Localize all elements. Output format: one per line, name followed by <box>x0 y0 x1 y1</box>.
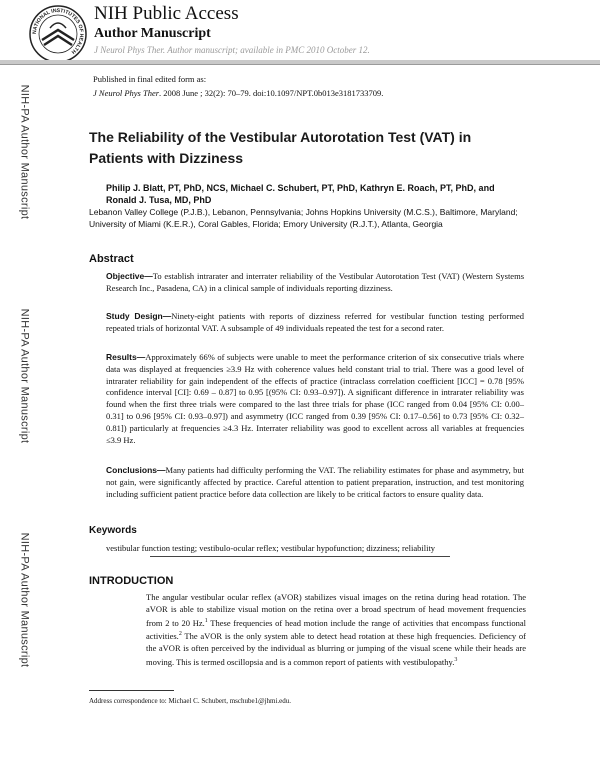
abstract-study-design <box>106 311 524 335</box>
sidebar-label: NIH-PA Author Manuscript <box>18 308 31 444</box>
intro-sentence: The angular vestibular ocular reflex (aVOR) stabilizes visual images on the retina during head rotation. The aVOR is able to stabilize visual motion on the retina over a broad spectrum of head movement frequencies from 2 to 20 Hz. <box>146 592 526 628</box>
results-label: Results— <box>106 352 146 362</box>
article-title: The Reliability of the Vestibular Autorotation Test (VAT) in Patients with Dizziness <box>89 129 472 166</box>
intro-sentence: These frequencies of head motion include the range of activities that encompass functional activities. <box>146 617 526 642</box>
correspondence-footnote: Address correspondence to: Michael C. Schubert, mschube1@jhmi.edu. <box>89 697 292 705</box>
design-label: Study Design— <box>106 311 172 321</box>
introduction-paragraph <box>146 592 526 668</box>
conclusions-text: Many patients had difficulty performing the VAT. The reliability estimates for phase and asymmetry, but not gain, were significantly affected by practice. Careful attention to patient preparation, instruction, and test monitoring including sufficient patient practice before data collection are likely to be critical factors to ensure quality data. <box>106 465 524 499</box>
logo-text: NATIONAL INSTITUTES OF HEALTH <box>31 7 85 55</box>
keywords-divider <box>150 556 450 557</box>
intro-sentence: The aVOR is the only system able to detect head rotation at these high frequencies. Deficiency of the aVOR is often perceived by the individual as blurring or jumping of the visual scene while their heads are moving. This is termed oscillopsia and is a common report of patients with vestibulopathy. <box>146 631 526 667</box>
reference-link[interactable]: 1 <box>204 617 208 624</box>
abstract-objective <box>106 271 524 295</box>
keywords-list: vestibular function testing; vestibulo-ocular reflex; vestibular hypofunction; dizziness; reliability <box>106 543 436 553</box>
sidebar-label: NIH-PA Author Manuscript <box>18 84 31 220</box>
header-rule-line <box>0 64 600 65</box>
citation-journal: J Neurol Phys Ther <box>93 88 160 98</box>
objective-label: Objective— <box>106 271 153 281</box>
design-text: Ninety-eight patients with reports of dizziness referred for vestibular function testing performed repeated trials of horizontal VAT. A subsample of 49 individuals repeated the test for a second rater. <box>106 311 525 333</box>
conclusions-label: Conclusions— <box>106 465 166 475</box>
article-affiliations: Lebanon Valley College (P.J.B.), Lebanon, Pennsylvania; Johns Hopkins University (M.C.S.), Baltimore, Maryland; University of Miami (K.E.R.), Coral Gables, Florida; Emory University (R.J.T.), Atlanta, Georgia <box>89 207 518 229</box>
journal-availability-line: J Neurol Phys Ther. Author manuscript; available in PMC 2010 October 12. <box>94 45 370 55</box>
nih-logo <box>28 4 88 64</box>
citation <box>93 88 383 98</box>
abstract-results <box>106 352 524 446</box>
results-text: Approximately 66% of subjects were unable to meet the performance criterion of six consecutive trials where data was displayed at frequencies ≥3.9 Hz with coherence values held constant trial to trial. There was a good level of intrarater reliability for gain independent of the effects of practice (intraclass correlation coefficient [ICC] = 0.78 [95% confidence interval [CI]: 0.69 – 0.87] to 0.95 [(95% CI: 0.93–0.97]). A significant difference in intrarater reliability was found when the first three trials were compared to the last three trials for phase (ICC ranged from 0.04 [95% CI: 0.00–0.31] to 0.96 [95% CI: 0.93–0.97]) and asymmetry (ICC ranged from 0.39 [95% CI: 0.17–0.56] to 0.73 [95% CI: 0.32–0.81]) particularly at frequencies ≥4.3 Hz. Interrater reliability was good to excellent across all variables at frequencies ≤3.9 Hz. <box>106 352 524 445</box>
sidebar-label: NIH-PA Author Manuscript <box>18 532 31 668</box>
abstract-heading: Abstract <box>89 253 134 265</box>
abstract-conclusions <box>106 465 524 500</box>
citation-details: . 2008 June ; 32(2): 70–79. doi:10.1097/NPT.0b013e3181733709. <box>159 88 384 98</box>
reference-link[interactable]: 3 <box>454 656 458 663</box>
footnote-divider <box>89 690 174 691</box>
introduction-heading: INTRODUCTION <box>89 575 174 587</box>
author-manuscript-label: Author Manuscript <box>94 26 211 41</box>
published-label: Published in final edited form as: <box>93 74 207 84</box>
nih-public-access-title: NIH Public Access <box>94 3 239 24</box>
objective-text: To establish intrarater and interrater reliability of the Vestibular Autorotation Test (VAT) (Western Systems Research Inc., Pasadena, CA) in a clinical sample of individuals reporting dizziness. <box>106 271 524 293</box>
keywords-heading: Keywords <box>89 525 137 536</box>
article-authors: Philip J. Blatt, PT, PhD, NCS, Michael C. Schubert, PT, PhD, Kathryn E. Roach, PT, PhD, and Ronald J. Tusa, MD, PhD <box>106 183 495 205</box>
reference-link[interactable]: 2 <box>178 631 182 638</box>
